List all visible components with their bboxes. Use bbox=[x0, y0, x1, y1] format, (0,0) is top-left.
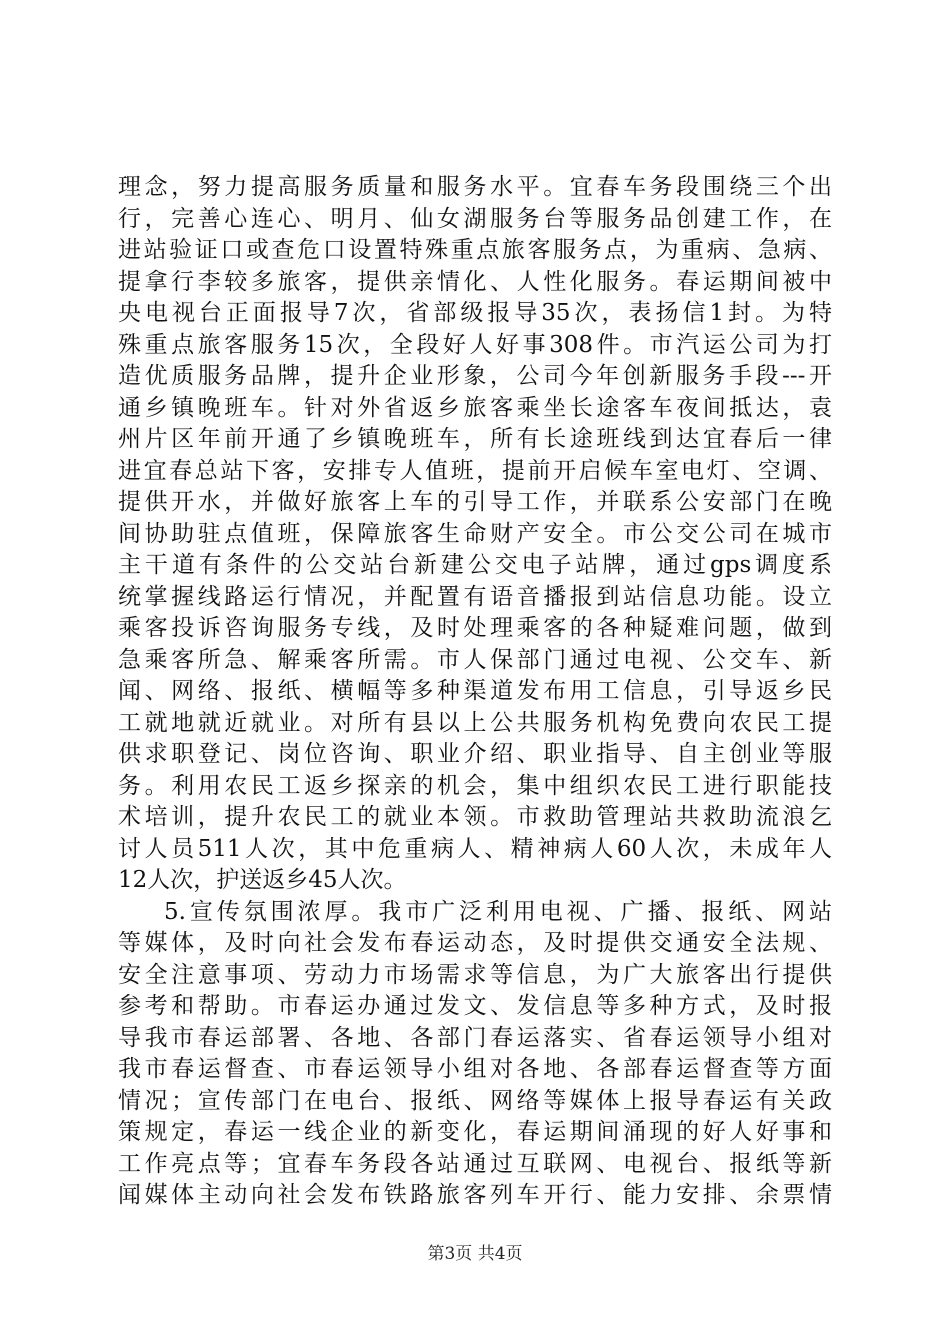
text-line: 行，完善心连心、明月、仙女湖服务台等服务品创建工作，在 bbox=[118, 205, 832, 232]
text-line: 策规定，春运一线企业的新变化，春运期间涌现的好人好事和 bbox=[118, 1119, 832, 1145]
text-line: 主干道有条件的公交站台新建公交电子站牌，通过gps调度系 bbox=[118, 552, 832, 578]
text-line: 务。利用农民工返乡探亲的机会，集中组织农民工进行职能技 bbox=[118, 772, 832, 799]
text-line: 工作亮点等；宜春车务段各站通过互联网、电视台、报纸等新 bbox=[118, 1150, 832, 1177]
text-line: 闻、网络、报纸、横幅等多种渠道发布用工信息，引导返乡民 bbox=[118, 678, 832, 704]
text-line: 间协助驻点值班，保障旅客生命财产安全。市公交公司在城市 bbox=[118, 520, 832, 547]
text-line: 等媒体，及时向社会发布春运动态，及时提供交通安全法规、 bbox=[118, 930, 832, 956]
text-line: 进站验证口或查危口设置特殊重点旅客服务点，为重病、急病、 bbox=[118, 237, 832, 263]
paragraph-end-line: 12人次，护送返乡45人次。 bbox=[118, 867, 407, 893]
text-line: 情况；宣传部门在电台、报纸、网络等媒体上报导春运有关政 bbox=[118, 1087, 832, 1114]
page-number-footer: 第3页 共4页 bbox=[427, 1244, 523, 1264]
section-heading-line: 5.宣传氛围浓厚。我市广泛利用电视、广播、报纸、网站 bbox=[164, 898, 832, 925]
text-line: 造优质服务品牌，提升企业形象，公司今年创新服务手段---开 bbox=[118, 363, 832, 389]
text-line: 讨人员511人次，其中危重病人、精神病人60人次，未成年人 bbox=[118, 835, 832, 862]
text-line: 通乡镇晚班车。针对外省返乡旅客乘坐长途客车夜间抵达，袁 bbox=[118, 394, 832, 421]
text-line: 供求职登记、岗位咨询、职业介绍、职业指导、自主创业等服 bbox=[118, 741, 832, 767]
text-line: 闻媒体主动向社会发布铁路旅客列车开行、能力安排、余票情 bbox=[118, 1182, 832, 1208]
text-line: 工就地就近就业。对所有县以上公共服务机构免费向农民工提 bbox=[118, 709, 832, 736]
text-line: 安全注意事项、劳动力市场需求等信息，为广大旅客出行提供 bbox=[118, 961, 832, 988]
text-line: 导我市春运部署、各地、各部门春运落实、省春运领导小组对 bbox=[118, 1024, 832, 1051]
text-line: 统掌握线路运行情况，并配置有语音播报到站信息功能。设立 bbox=[118, 583, 832, 610]
text-line: 我市春运督查、市春运领导小组对各地、各部春运督查等方面 bbox=[118, 1056, 832, 1082]
text-line: 术培训，提升农民工的就业本领。市救助管理站共救助流浪乞 bbox=[118, 804, 832, 830]
text-line: 理念，努力提高服务质量和服务水平。宜春车务段围绕三个出 bbox=[118, 174, 832, 200]
text-line: 急乘客所急、解乘客所需。市人保部门通过电视、公交车、新 bbox=[118, 646, 832, 673]
text-line: 央电视台正面报导7次，省部级报导35次，表扬信1封。为特 bbox=[118, 300, 832, 326]
text-line: 进宜春总站下客，安排专人值班，提前开启候车室电灯、空调、 bbox=[118, 457, 832, 484]
text-line: 殊重点旅客服务15次，全段好人好事308件。市汽运公司为打 bbox=[118, 331, 832, 358]
text-line: 参考和帮助。市春运办通过发文、发信息等多种方式，及时报 bbox=[118, 993, 832, 1019]
body-text bbox=[118, 172, 832, 1212]
text-line: 提拿行李较多旅客，提供亲情化、人性化服务。春运期间被中 bbox=[118, 268, 832, 295]
text-line: 州片区年前开通了乡镇晚班车，所有长途班线到达宜春后一律 bbox=[118, 426, 832, 452]
text-line: 乘客投诉咨询服务专线，及时处理乘客的各种疑难问题，做到 bbox=[118, 615, 832, 641]
text-line: 提供开水，并做好旅客上车的引导工作，并联系公安部门在晚 bbox=[118, 489, 832, 515]
